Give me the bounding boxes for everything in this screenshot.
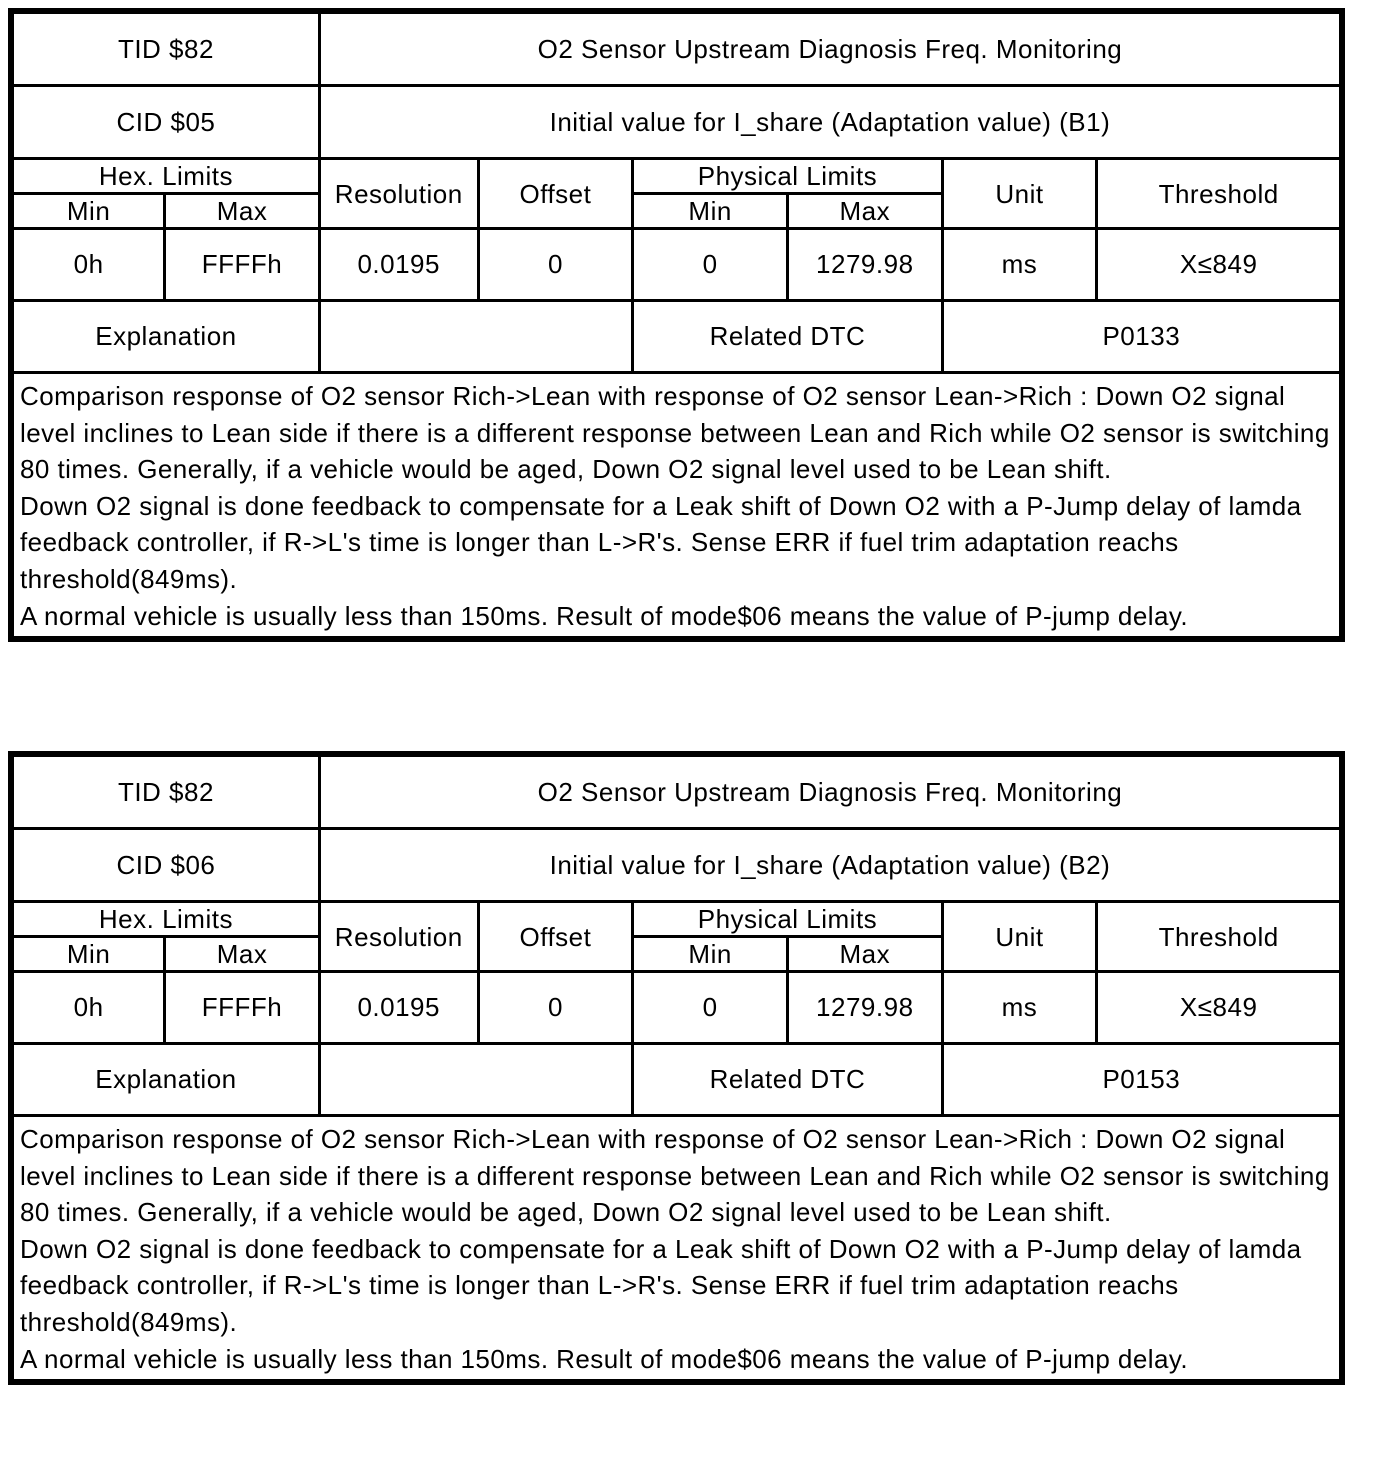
related-dtc-label: Related DTC	[633, 1044, 942, 1116]
spec-table	[8, 751, 1345, 1385]
unit-value: ms	[942, 229, 1097, 301]
hex-limits-header: Hex. Limits	[11, 159, 319, 194]
related-dtc-value: P0153	[942, 1044, 1342, 1116]
tid-description: O2 Sensor Upstream Diagnosis Freq. Monitoring	[319, 754, 1342, 829]
phys-max-value: 1279.98	[787, 229, 942, 301]
explanation-label: Explanation	[11, 301, 319, 373]
phys-max-header: Max	[787, 937, 942, 972]
hex-min-value: 0h	[11, 229, 165, 301]
cid-label: CID $06	[11, 829, 319, 902]
threshold-value: X≤849	[1097, 972, 1342, 1044]
description-text	[11, 1116, 1342, 1383]
tid-description: O2 Sensor Upstream Diagnosis Freq. Monitoring	[319, 11, 1342, 86]
description-paragraph: Comparison response of O2 sensor Rich->Lean with response of O2 sensor Lean->Rich : Down O2 signal level inclines to Lean side if there is a different response between Lean and Rich while O2 sensor is switching 80 times. Generally, if a vehicle would be aged, Down O2 signal level used to be Lean shift.	[20, 1124, 1330, 1228]
unit-header: Unit	[942, 902, 1097, 972]
cid-description: Initial value for I_share (Adaptation value) (B2)	[319, 829, 1342, 902]
description-paragraph: A normal vehicle is usually less than 150ms. Result of mode$06 means the value of P-jump delay.	[20, 600, 1189, 631]
phys-max-value: 1279.98	[787, 972, 942, 1044]
hex-max-value: FFFFh	[165, 972, 320, 1044]
hex-max-header: Max	[165, 194, 320, 229]
resolution-header: Resolution	[319, 159, 478, 229]
offset-value: 0	[478, 229, 633, 301]
hex-limits-header: Hex. Limits	[11, 902, 319, 937]
unit-value: ms	[942, 972, 1097, 1044]
monitor-spec-block-b2	[8, 751, 1345, 1385]
explanation-value	[319, 1044, 632, 1116]
physical-limits-header: Physical Limits	[633, 159, 942, 194]
threshold-value: X≤849	[1097, 229, 1342, 301]
explanation-label: Explanation	[11, 1044, 319, 1116]
monitor-spec-block-b1	[8, 8, 1345, 642]
resolution-header: Resolution	[319, 902, 478, 972]
threshold-header: Threshold	[1097, 159, 1342, 229]
hex-min-header: Min	[11, 194, 165, 229]
phys-min-value: 0	[633, 972, 788, 1044]
threshold-header: Threshold	[1097, 902, 1342, 972]
related-dtc-value: P0133	[942, 301, 1342, 373]
phys-min-value: 0	[633, 229, 788, 301]
unit-header: Unit	[942, 159, 1097, 229]
description-text	[11, 373, 1342, 640]
related-dtc-label: Related DTC	[633, 301, 942, 373]
description-paragraph: Down O2 signal is done feedback to compensate for a Leak shift of Down O2 with a P-Jump delay of lamda feedback controller, if R->L's time is longer than L->R's. Sense ERR if fuel trim adaptation reachs threshold(849ms).	[20, 1233, 1302, 1337]
cid-label: CID $05	[11, 86, 319, 159]
resolution-value: 0.0195	[319, 972, 478, 1044]
cid-description: Initial value for I_share (Adaptation value) (B1)	[319, 86, 1342, 159]
explanation-value	[319, 301, 632, 373]
spec-table	[8, 8, 1345, 642]
description-paragraph: A normal vehicle is usually less than 150ms. Result of mode$06 means the value of P-jump delay.	[20, 1343, 1189, 1374]
tid-label: TID $82	[11, 11, 319, 86]
physical-limits-header: Physical Limits	[633, 902, 942, 937]
description-paragraph: Comparison response of O2 sensor Rich->Lean with response of O2 sensor Lean->Rich : Down O2 signal level inclines to Lean side if there is a different response between Lean and Rich while O2 sensor is switching 80 times. Generally, if a vehicle would be aged, Down O2 signal level used to be Lean shift.	[20, 381, 1330, 485]
phys-min-header: Min	[633, 937, 788, 972]
offset-header: Offset	[478, 902, 633, 972]
hex-min-value: 0h	[11, 972, 165, 1044]
hex-max-value: FFFFh	[165, 229, 320, 301]
hex-min-header: Min	[11, 937, 165, 972]
description-paragraph: Down O2 signal is done feedback to compensate for a Leak shift of Down O2 with a P-Jump delay of lamda feedback controller, if R->L's time is longer than L->R's. Sense ERR if fuel trim adaptation reachs threshold(849ms).	[20, 490, 1302, 594]
phys-min-header: Min	[633, 194, 788, 229]
tid-label: TID $82	[11, 754, 319, 829]
offset-header: Offset	[478, 159, 633, 229]
hex-max-header: Max	[165, 937, 320, 972]
resolution-value: 0.0195	[319, 229, 478, 301]
phys-max-header: Max	[787, 194, 942, 229]
offset-value: 0	[478, 972, 633, 1044]
